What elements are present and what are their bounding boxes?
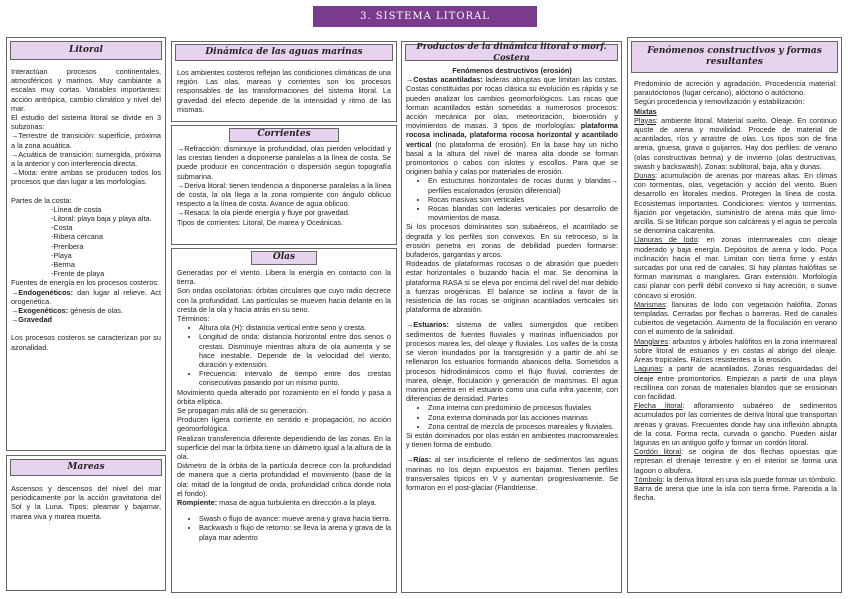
fenomeno-term: Cordón litoral [634,447,682,457]
fenomeno-desc: : afloramiento subaéreo de sedimentos acumulados por las corrientes de deriva litoral que transportan arenas y gravas. Frecuentes donde hay una inflexión abrupta de la cosa. Forma recta, curvada o gancho. Pueden aislar lagunas en un antiguo golfo y formar un cordón litoral. [634,401,837,447]
corrientes-header: Corrientes [229,128,339,142]
litoral-part: -Litoral: playa baja y playa alta. [51,214,152,224]
tipos-corrientes-text: Tipos de corrientes: Litoral, De marea y Oceánicas. [177,217,344,227]
litoral-body [11,67,161,352]
list-item: • En estucturas horizontales de rocas duras y blandas→ perfiles escalonados (erosión diferencial) [428,176,618,194]
litoral-exogeneticos [11,306,161,315]
litoral-subzones-intro: El estudio del sistema litoral se divide en 3 subzonas: [11,113,161,132]
dinamica-header: Dinámica de las aguas marinas [175,44,393,61]
fenomeno-desc: : llanuras de lodo con vegetación halófita. Zonas templadas. Cerradas por flechas o barreras. Red de canales cubiertos de vegetación. Aumento de la floculación en verano con el aumento de la salinidad. [634,299,837,337]
page-title-banner: 3. SISTEMA LITORAL [313,6,537,27]
litoral-part: -Costa [51,223,73,233]
estuarios-label: →Estuarios: [406,320,449,330]
costas-acantiladas-tail: (no plataforma de erosión). En la base hay un nicho basal a la altura del nivel de marea alta donde se forman promontorios o cabos con islotes y escollos. Para que se originen bahía y calas por materiales de erosión. [406,139,618,177]
fenomeno-item [634,116,837,171]
list-item: • Rocas blandas con laderas verticales por desarrollo de movimientos de masa. [428,204,618,222]
litoral-part: -Ribera cercana [51,232,103,242]
fenomeno-item [634,300,837,337]
productos-subtitle: Fenómenos destructivos (erosión) [452,66,572,75]
deriva-litoral-text: →Deriva litoral: tienen tendencia a disponerse paralelas a la línea de costa, la ola llega a la zona rompiente con ángulo oblicuo respecto a la línea de costa. Avance de agua oblicuo. [177,180,391,209]
fenomenos-header: Fenómenos constructivos y formas resultantes [631,41,838,73]
productos-p5: Si están dominados por olas están en ambientes macromareales y tienen forma de embudo. [406,430,618,450]
estuarios [406,320,618,403]
fenomeno-term: Manglares [634,336,669,346]
olas-flow-list [177,514,391,542]
mareas-header: Mareas [10,459,162,476]
fenomeno-desc: : a partir de acantilados. Zonas resguardadas del oleaje entre promontorios. Empiezan a partir de una playa rectilínea con zonas de materiales blandos que se erosionan con facilidad. [634,364,837,401]
rias-text: al ser insuficiente el relleno de sedimentos las aguas marinas no los dejan expuestos en bajamar. Tienen perfiles transversales típicos en V y aumentan progresivamente. Se formaron en el post-glaciar (Flandriense. [406,455,618,492]
fenomenos-p1: Predominio de acreción y agradación. Procedencia material: parautóctonos (lugar cercano), alóctono o autóctono. [634,79,837,98]
costas-acantiladas [406,75,618,176]
fenomeno-desc: : ambiente litoral. Material suelto. Oleaje. En continuo ajuste de arena y movilidad. Procede de material de acantilados, ríos y arrastre de olas. Los tipos son de fina arena, gruesa, grava o guijarros. Hay dos perfiles: de verano (olas constructivas berma) y de invierno (olas destructivas, swash y backswash). Zonas: sublitoral, baja, alta y dunas. [634,115,837,171]
list-item: • Frecuencia: intervalo de tiempo entre dos crestas consecutivas pasando por un mismo punto. [199,369,391,387]
fenomeno-desc: : arbustos y árboles halófitos en la zona intermareal sobre litoral de estuarios y en costas al abrigo del oleaje. Áreas tropicales. Raíces resistentes a la erosión. [634,336,837,365]
olas-body [177,268,391,542]
costas-acantiladas-label: →Costas acantiladas: [406,75,483,85]
list-item: • Zona central de mezcla de procesos mareales y fluviales. [428,422,618,431]
rias [406,455,618,492]
estuarios-list [406,403,618,431]
litoral-part: -Frente de playa [51,269,105,279]
fenomeno-term: Marismas [634,299,666,309]
fenomeno-term: Llanuras de lodo [634,235,698,245]
fenomeno-term: Lagunas [634,364,662,374]
fenomeno-term: Dunas [634,171,656,181]
olas-terms-title: Términos: [177,314,210,324]
litoral-endogeneticos [11,288,161,306]
fenomeno-item [634,364,837,401]
costas-acantiladas-text: laderas abruptas que limitan las costas. Costas constituidas por rocas clásica su evolución es rápida y se pueden analizar los cambios geomorfológicos. Las rocas que forman acantilados están sometidas a numerosos procesos: acción mecánica por olas, meteorización, bioerosión y movimientos de masas. 3 tipos de morfologías: [406,75,618,131]
litoral-mixta: →Mixta: entre ambas se producen todos los procesos que dan lugar a las morfologías. [11,168,161,187]
olas-terms-list [177,323,391,387]
rompiente-text: masa de agua turbulenta en dirección a la playa. [217,498,377,508]
fenomeno-item [634,235,837,299]
litoral-azonalidad: Los procesos costeros se caracterizan por su azonalidad. [11,333,161,352]
litoral-part: -Preribera [51,241,84,251]
list-item: • Zona externa dominada por las acciones marinas [428,413,618,422]
litoral-part: -Berma [51,260,75,270]
estuarios-text: sistema de valles sumergidos que reciben sedimentos de fuentes fluviales y marinas influenciados por procesos marea les, del oleaje y fluviales. Los valles de la costa se vieron inundados por la transgresión y a partir de ahí se rellenaron los estuarios formando abanicos delta. Sometidos a procesos hidrodinámicos como el flujo fluvial, corrientes de marea, oleaje, floculación y generación de marismas. El agua marina penetra en el estuario como una cuña infra yacente, con diferencias de densidad. Partes [406,320,618,404]
fenomenos-p2: Según procedencia y removilización y estabilización: [634,97,805,107]
fenomeno-term: Playas [634,115,656,125]
fenomeno-term: Flecha litoral [634,401,683,411]
litoral-energy-sources: Fuentes de energía en los procesos costeros: [11,278,160,288]
olas-p7: Realizan transferencia diferente dependiendo de las zonas. En la superficie del mar la órbita tiene un diámetro igual a la altura de la ola. [177,433,391,462]
acantilados-list [406,176,618,222]
olas-p1: Generadas por el viento. Libera la energía en contacto con la tierra. [177,268,391,287]
gravedad-label: →Gravedad [11,315,52,325]
productos-body [406,66,618,492]
productos-p3: Rodeados de plataformas rocosas o de abrasión que pueden estar horizontales o buzando hacia el mar. Se denomina la plataforma RASA si se eleva por encima del nivel del mar debido a fuerzas orogénicas. El balance se inclina a favor de la resistencia de las rocas se originan acantilados verticales sin plataforma de abrasión. [406,259,618,315]
litoral-header: Litoral [10,41,162,60]
list-item: • Swash o flujo de avance: mueve arena y grava hacia tierra. [199,514,391,523]
list-item: • Longitud de onda: distancia horizontal entre dos senos o crestas. Disminuye mientras altura de ola aumenta y se hace inestable. Depende de la velocidad del viento, duración y extensión. [199,332,391,369]
dinamica-body: Los ambientes costeros reflejan las condiciones climáticas de una región. Las olas, mareas y corrientes son los procesos responsables de las transformaciones del sistema litoral. La gravedad del efecto depende de la intensidad y ritmo de las mismas. [177,68,391,114]
fenomeno-term: Tómbolo [634,474,663,484]
olas-p8: Diámetro de la órbita de la partícula decrece con la profundidad de manera que a cierta profundidad el movimiento (base de la ola: mitad de la longitud de onda, profundidad crítica donde nota el fondo). [177,461,391,498]
mareas-body: Ascensos y descensos del nivel del mar periódicamente por la acción gravitatoria del Sol y la Luna. Tipos: pleamar y bajamar, marea viva y marea muerta. [11,484,161,521]
fenomeno-item [634,475,837,503]
list-item: • Rocas masivas son verticales [428,195,618,204]
endogeneticos-label: →Endogenéticos: [11,287,74,297]
list-item: • Zona interna con predominio de procesos fluviales [428,403,618,412]
fenomeno-item [634,447,837,475]
fenomeno-item [634,337,837,365]
olas-header: Olas [251,251,317,265]
endogeneticos-text: dan lugar al relieve. Act orogenética. [11,287,161,306]
litoral-part: -Playa [51,250,72,260]
fenomeno-item [634,401,837,447]
list-item: • Backwash o flujo de retorno: se lleva la arena y grava de la playa mar adentro [199,523,391,541]
olas-rompiente [177,498,391,507]
litoral-parts-title: Partes de la costa: [11,195,72,205]
costas-acantiladas-types: plataforma rocosa inclinada, plataforma rocosa horizontal y acantilado vertical [406,121,618,149]
exogeneticos-label: →Exogenéticos: [11,306,69,316]
productos-header: Productos de la dinámica litoral o morf. Costera [405,44,618,61]
litoral-gravedad [11,315,161,324]
fenomeno-desc: : la deriva litoral en una isla puede formar un tómbolo. Barra de arena que une la isla con tierra firme. Parecida a la flecha. [634,474,837,503]
olas-p5: Se propagan más allá de su generación. [177,406,309,416]
resaca-text: →Resaca: la ola pierde energía y fluye por gravedad. [177,208,350,218]
corrientes-body [177,144,391,227]
productos-p2: Si los procesos dominantes son subaéreos, el acantilado se degrada y los perfiles son convexos. En su retroceso, si la erosión penetra en zonas de debilidad pueden formarse: bufaderos, gargantas y arcos. [406,222,618,260]
litoral-acuatica: →Acuática de transición: sumergida, próxima a la anterior y con interferencia directa. [11,149,161,169]
rias-label: →Rías: [406,455,432,465]
fenomeno-desc: : en zonas intermareales con oleaje moderado y baja energía. Depósitos de arena y lodo. Poca inclinación hacia el mar. Limitan con tierra firme y están surcadas por una red de canales. Si hay plantas halófitas se forman marismas o manglares. Gran extensión. Morfología casi planar con perfil débil convexo si hay acreción, o suave cóncavo si erosión. [634,235,837,300]
olas-p4: Movimiento queda alterado por rozamiento en el fondo y pasa a órbita elíptica. [177,387,391,406]
mixtas-label: Mixtas [634,106,657,116]
fenomeno-desc: : se origina de dos flechas opuestas que represan el drenaje terrestre y en el interior se forma una lagoon o albufera. [634,447,837,475]
litoral-part: -Línea de costa [51,204,102,214]
refraccion-text: →Refracción: disminuye la profundidad, olas pierden velocidad y las crestas tienden a disponerse paralelas a la línea de costa. Se puede producir en concentración o dispersión según topografía submarina. [177,144,391,181]
rompiente-label: Rompiente: [177,498,218,508]
litoral-intro: Interactúan procesos continentales, atmosféricos y marinos. Muy cambiante a escalas muy cortas. Variables importantes: acción antrópica, cambio climático y nivel del mar. [11,67,161,113]
fenomeno-item [634,171,837,235]
exogeneticos-text: génesis de olas. [68,306,123,316]
olas-p6: Producen ligera corriente en sentido e propagación, no acción geomorfológica. [177,415,391,434]
litoral-terrestre: →Terrestre de transición: superficie, próxima a la zona acuática. [11,131,161,150]
olas-p2: Son ondas oscilatorias: órbitas circulares que cuyo radio decrece con la profundidad. Las partículas se mueven hacia delante en la cresta de la ola y hacia atrás en su seno. [177,286,391,314]
fenomenos-body [634,79,837,502]
fenomeno-desc: : acumulación de arenas por mareas altas. En climas con tormentas, olas, vegetación y acción del viento. Buen desarrollo en litorales medios. Protegen la línea de costa. Ecosistemas importantes. Condiciones: vientos y tormentas, fijación por vegetación, suministro de arena más que limo-arcilla. Si se litifican porque son calcáreas y el agua se percola se denomina calcarenita. [634,171,837,236]
list-item: • Altura ola (H): distancia vertical entre seno y cresta. [199,323,391,332]
